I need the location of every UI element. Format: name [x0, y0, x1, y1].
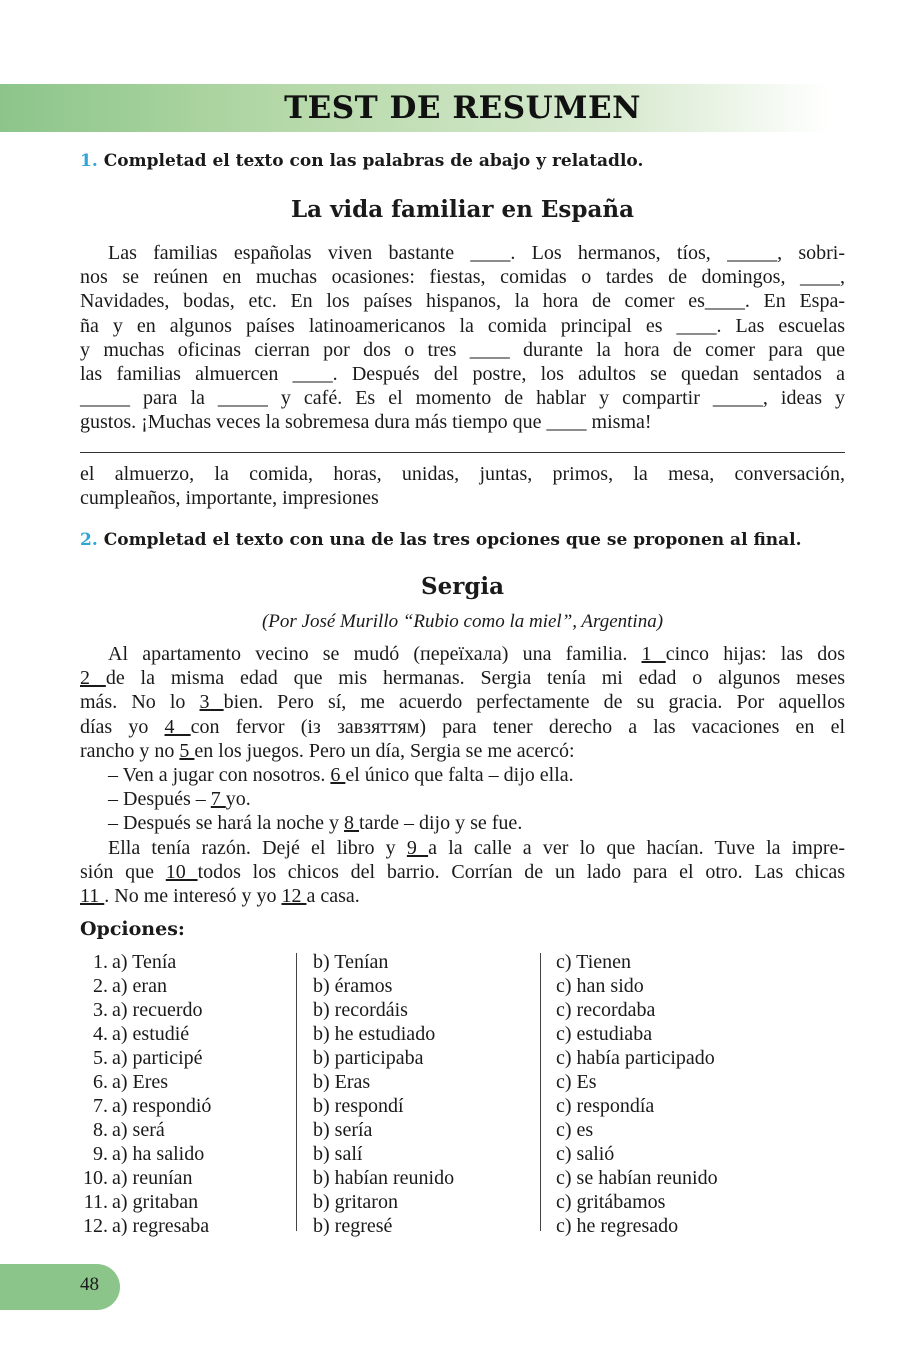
- text-line: gustos. ¡Muchas veces la sobremesa dura más tiempo que ____ misma!: [80, 411, 652, 434]
- option-number: 10.: [83, 1167, 108, 1189]
- text-run: días yo: [80, 715, 165, 738]
- page-title: TEST DE RESUMEN: [284, 90, 641, 126]
- option-a-text: a) participé: [112, 1047, 203, 1069]
- page-number: 48: [80, 1274, 99, 1295]
- word-bank-line: cumpleaños, importante, impresiones: [80, 487, 379, 510]
- text-run: cinco hijas: las dos: [665, 643, 846, 665]
- gap-8: 8: [344, 812, 360, 835]
- option-b: b) participaba: [313, 1047, 424, 1069]
- option-a: [80, 1094, 211, 1118]
- gap-10: 10: [165, 860, 198, 883]
- text-line: y muchas oficinas cierran por dos o tres ____ durante la hora de comer para que: [80, 338, 845, 361]
- exercise-2-text: [80, 642, 845, 908]
- option-a: [80, 950, 211, 974]
- text-run: tarde – dijo y se fue.: [359, 812, 523, 835]
- text-run: bien. Pero sí, me acuerdo perfectamente de su gracia. Por aquellos: [223, 691, 846, 714]
- option-a-text: a) gritaban: [112, 1191, 199, 1213]
- text-line: Navidades, bodas, etc. En los países hispanos, la hora de comer es____. En Espa-: [80, 290, 845, 313]
- option-c: c) había participado: [556, 1047, 715, 1069]
- text-run: – Ven a jugar con nosotros.: [108, 764, 331, 787]
- option-a: [80, 1214, 211, 1238]
- text-run: con fervor (із завзяттям) para tener derecho a las vacaciones en el: [190, 715, 846, 738]
- word-bank: [80, 462, 845, 510]
- option-b: b) respondí: [313, 1095, 404, 1117]
- text-line: [80, 836, 845, 860]
- text-run: todos los chicos del barrio. Corrían de un lado para el otro. Las chicas: [197, 860, 845, 883]
- option-b: b) éramos: [313, 975, 393, 997]
- text-line: [80, 642, 845, 666]
- text-run: a la calle a ver lo que hacían. Tuve la impre-: [428, 836, 846, 859]
- option-a: [80, 1118, 211, 1142]
- text-line: [80, 715, 845, 739]
- gap-7: 7: [210, 788, 226, 811]
- option-b: b) Tenían: [313, 951, 389, 973]
- option-a-text: a) reunían: [112, 1167, 193, 1189]
- gap-2: 2: [80, 667, 106, 690]
- word-bank-line: el almuerzo, la comida, horas, unidas, juntas, primos, la mesa, conversación,: [80, 463, 845, 485]
- text-run: – Después –: [108, 788, 211, 811]
- text-run: Ella tenía razón. Dejé el libro y: [108, 836, 407, 859]
- option-a-text: a) ha salido: [112, 1143, 205, 1165]
- option-number: 3.: [93, 999, 108, 1021]
- option-number: 8.: [93, 1119, 108, 1141]
- text-run: rancho y no: [80, 739, 180, 762]
- text-line: [80, 666, 845, 690]
- text-run: a casa.: [306, 885, 360, 908]
- option-number: 5.: [93, 1047, 108, 1069]
- exercise-number: 1.: [80, 151, 98, 171]
- text-line: [80, 739, 845, 763]
- option-a: [80, 974, 211, 998]
- option-a-text: a) respondió: [112, 1095, 212, 1117]
- option-c: c) gritábamos: [556, 1191, 666, 1213]
- exercise-2-instruction: [80, 530, 802, 550]
- column-divider: [296, 953, 297, 1231]
- option-c: c) respondía: [556, 1095, 655, 1117]
- option-a-text: a) regresaba: [112, 1215, 210, 1237]
- column-divider: [540, 953, 541, 1231]
- gap-11: 11: [80, 885, 105, 908]
- text-run: más. No lo: [80, 691, 200, 714]
- exercise-1-instruction: [80, 151, 643, 171]
- option-number: 12.: [83, 1215, 108, 1237]
- option-b: b) he estudiado: [313, 1023, 436, 1045]
- option-c: c) es: [556, 1119, 594, 1141]
- options-title: Opciones:: [80, 918, 185, 940]
- option-c: c) Es: [556, 1071, 597, 1093]
- option-b: b) gritaron: [313, 1191, 398, 1213]
- gap-3: 3: [199, 691, 224, 714]
- text-run: – Después se hará la noche y: [108, 812, 345, 835]
- text-line: las familias almuercen ____. Después del postre, los adultos se quedan sentados a: [80, 363, 845, 386]
- text-heading: La vida familiar en España: [290, 196, 634, 223]
- exercise-number: 2.: [80, 530, 98, 550]
- text-run: yo.: [225, 788, 251, 811]
- option-c: c) he regresado: [556, 1215, 679, 1237]
- option-c: c) estudiaba: [556, 1023, 653, 1045]
- option-a: [80, 1190, 211, 1214]
- option-a-text: a) Eres: [112, 1071, 169, 1093]
- text-line: ña y en algunos países latinoamericanos la comida principal es ____. Las escuelas: [80, 314, 845, 337]
- text-run: en los juegos. Pero un día, Sergia se me acercó:: [194, 739, 575, 762]
- options-column-a: [80, 950, 211, 1238]
- option-c: c) Tienen: [556, 951, 631, 973]
- instruction-text: Completad el texto con las palabras de abajo y relatadlo.: [103, 151, 644, 171]
- text-run: Al apartamento vecino se mudó (переїхала) una familia.: [108, 643, 642, 665]
- text-line: nos se reúnen en muchas ocasiones: fiestas, comidas o tardes de domingos, ____,: [80, 266, 845, 289]
- option-b: b) habían reunido: [313, 1167, 455, 1189]
- text-run: de la misma edad que mis hermanas. Sergia tenía mi edad o algunos meses: [105, 667, 846, 690]
- option-number: 1.: [93, 951, 108, 973]
- story-source: (Por José Murillo “Rubio como la miel”, Argentina): [261, 611, 664, 632]
- text-line: [80, 884, 845, 908]
- option-c: c) recordaba: [556, 999, 656, 1021]
- text-run: el único que falta – dijo ella.: [345, 764, 574, 787]
- option-c: c) salió: [556, 1143, 615, 1165]
- option-a-text: a) eran: [112, 975, 167, 997]
- option-b: b) regresé: [313, 1215, 393, 1237]
- option-a-text: a) recuerdo: [112, 999, 203, 1021]
- option-b: b) salí: [313, 1143, 363, 1165]
- options-column-b: [313, 950, 454, 1238]
- option-number: 9.: [93, 1143, 108, 1165]
- option-c: c) se habían reunido: [556, 1167, 718, 1189]
- option-a: [80, 1166, 211, 1190]
- story-heading: Sergia: [420, 573, 505, 600]
- option-b: b) recordáis: [313, 999, 408, 1021]
- option-number: 11.: [83, 1191, 108, 1213]
- instruction-text: Completad el texto con una de las tres opciones que se proponen al final.: [103, 530, 802, 550]
- gap-4: 4: [164, 715, 191, 738]
- option-number: 4.: [93, 1023, 108, 1045]
- option-a-text: a) Tenía: [112, 951, 177, 973]
- option-c: c) han sido: [556, 975, 644, 997]
- option-a: [80, 998, 211, 1022]
- option-a: [80, 1022, 211, 1046]
- option-a: [80, 1070, 211, 1094]
- option-number: 7.: [93, 1095, 108, 1117]
- dialogue-line: [80, 787, 845, 811]
- gap-9: 9: [406, 836, 429, 859]
- options-column-c: [556, 950, 718, 1238]
- dialogue-line: [80, 811, 845, 835]
- divider: [80, 452, 845, 453]
- option-a: [80, 1046, 211, 1070]
- gap-1: 1: [641, 643, 666, 665]
- text-line: [80, 860, 845, 884]
- option-a: [80, 1142, 211, 1166]
- page-number-tab: [0, 1264, 120, 1310]
- gap-5: 5: [179, 739, 195, 762]
- option-b: b) Eras: [313, 1071, 371, 1093]
- option-a-text: a) estudié: [112, 1023, 190, 1045]
- option-b: b) sería: [313, 1119, 373, 1141]
- dialogue-line: [80, 763, 845, 787]
- option-a-text: a) será: [112, 1119, 165, 1141]
- gap-12: 12: [281, 885, 307, 908]
- gap-6: 6: [330, 764, 346, 787]
- text-line: Las familias españolas viven bastante ____. Los hermanos, tíos, _____, sobri-: [108, 242, 845, 264]
- exercise-1-text: [80, 241, 845, 435]
- text-run: . No me interesó y yo: [104, 885, 282, 908]
- text-run: sión que: [80, 860, 166, 883]
- option-number: 6.: [93, 1071, 108, 1093]
- text-line: _____ para la _____ y café. Es el momento de hablar y compartir _____, ideas y: [80, 387, 845, 410]
- option-number: 2.: [93, 975, 108, 997]
- text-line: [80, 690, 845, 714]
